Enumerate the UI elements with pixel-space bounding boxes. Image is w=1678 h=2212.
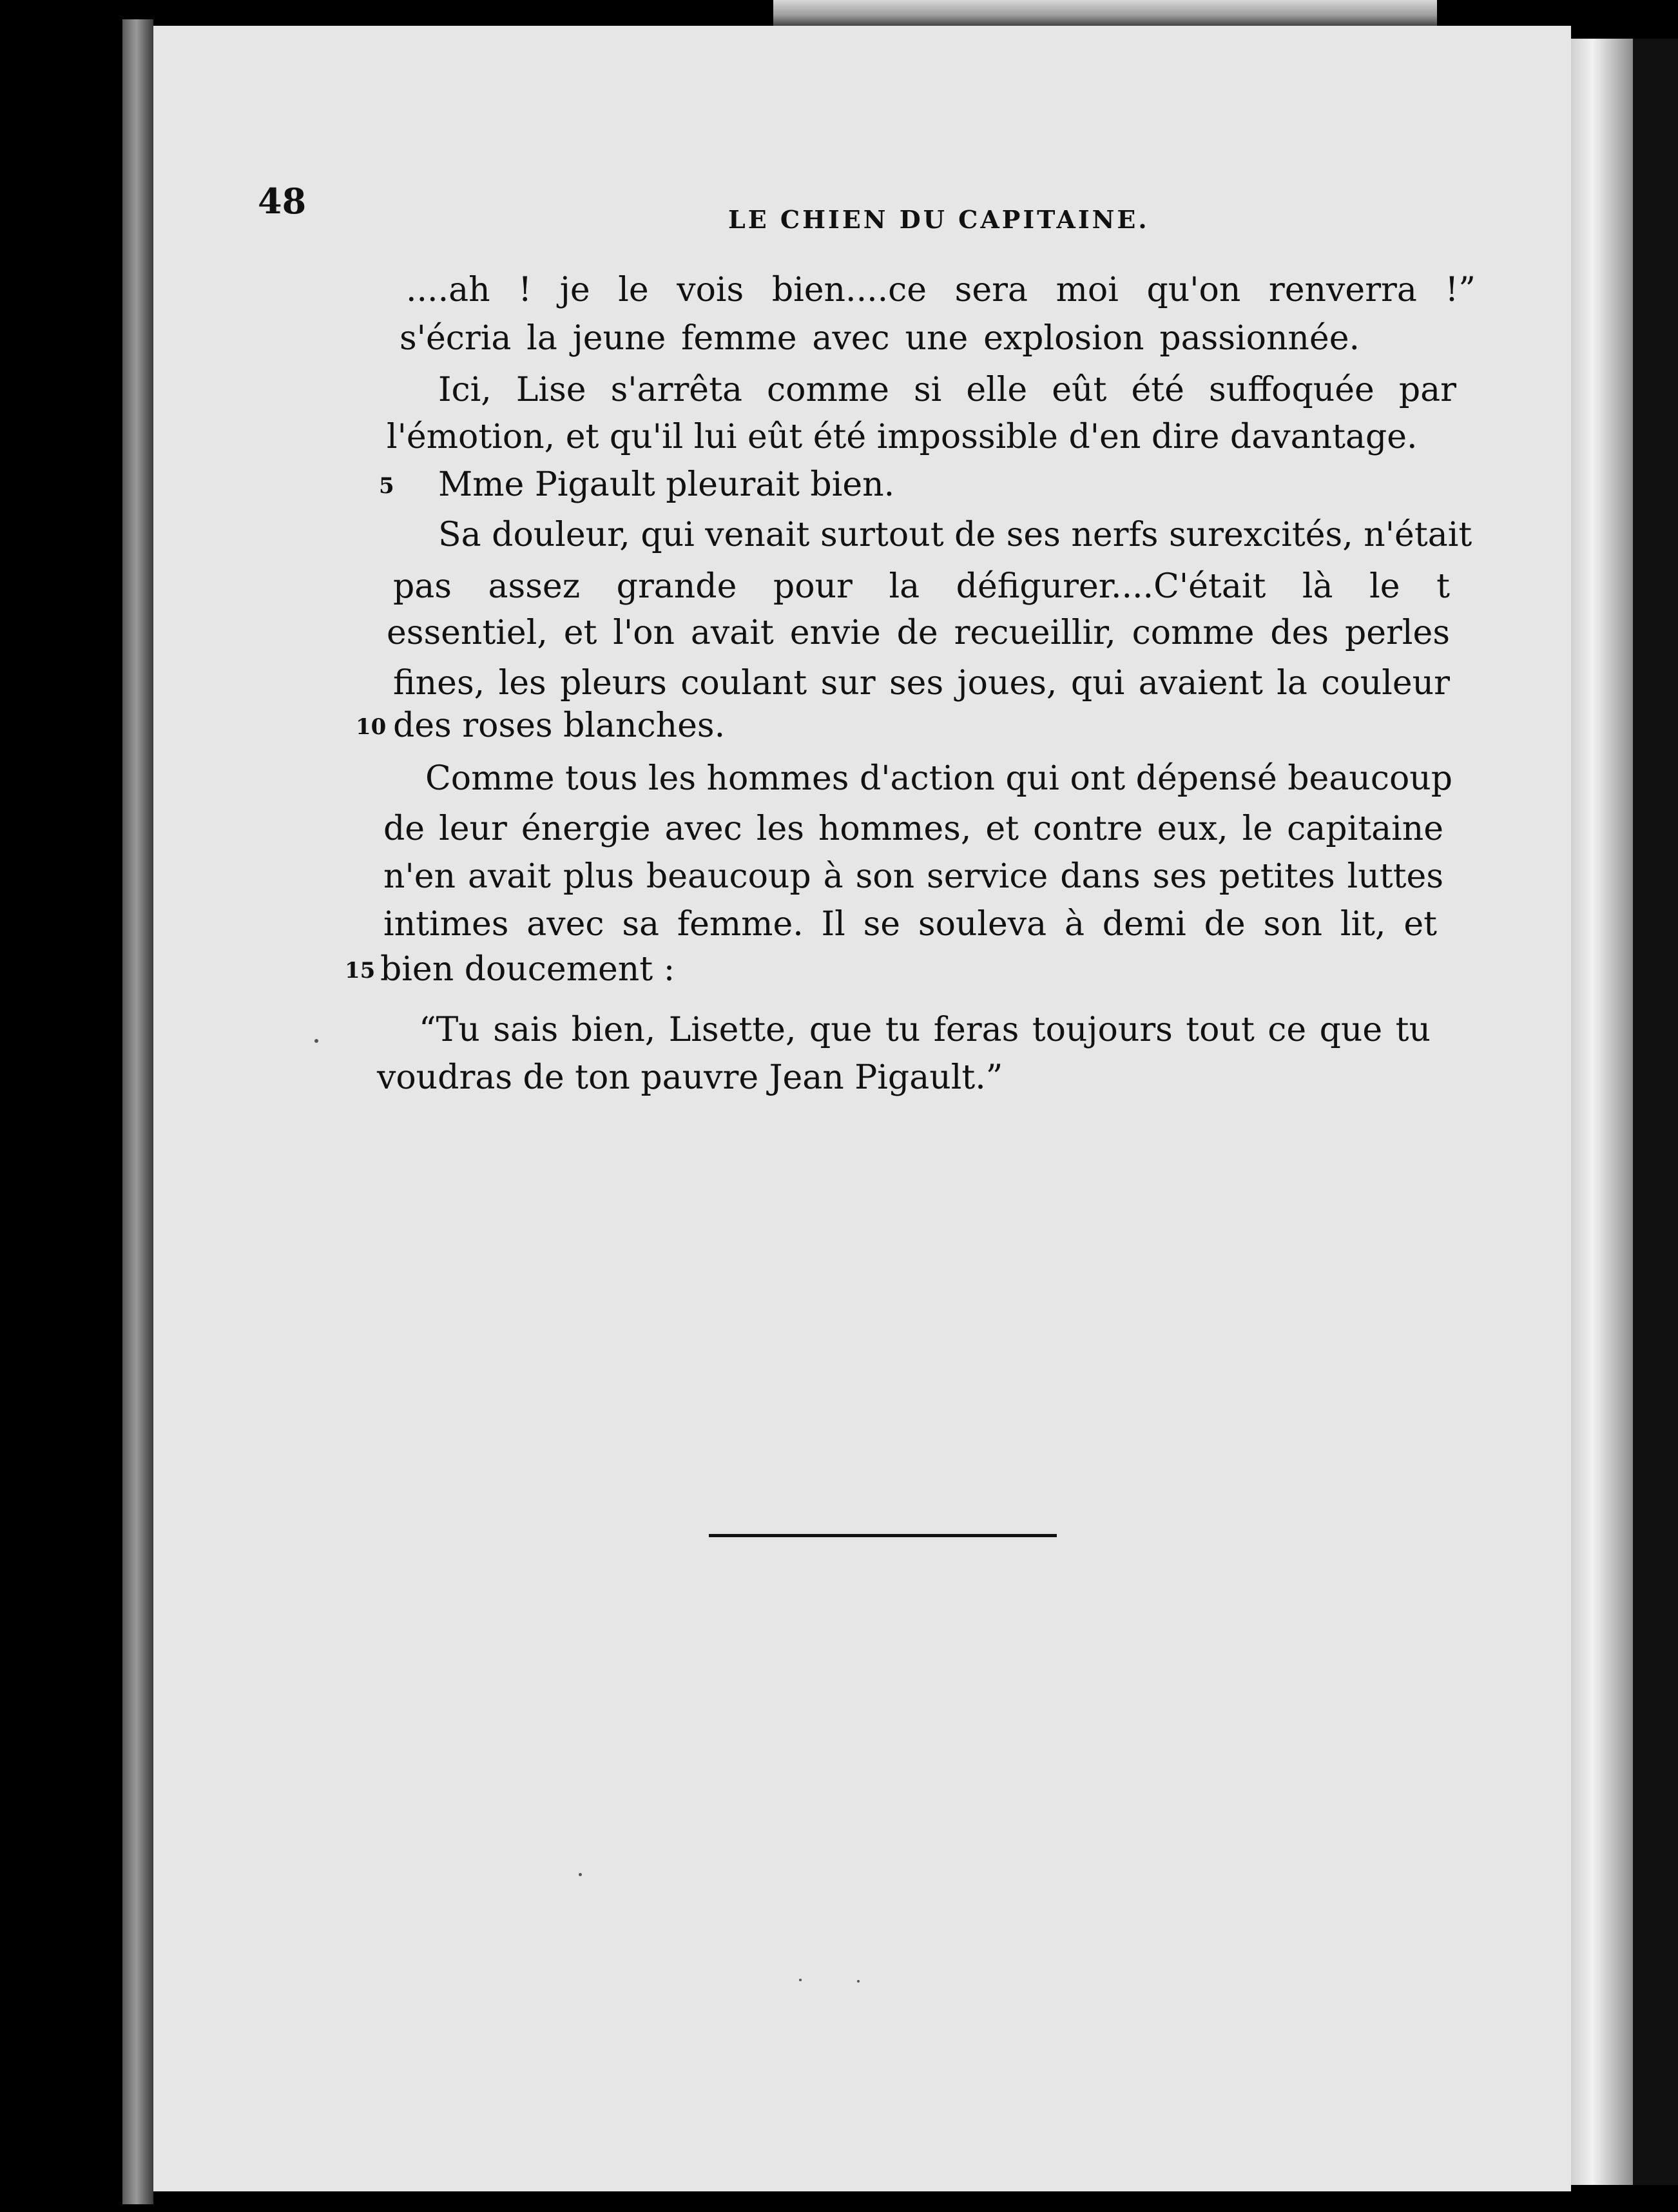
text-line-6: Sa douleur, qui venait surtout de ses nerfs surexcités, n'était [438,516,1472,554]
text-line-11: Comme tous les hommes d'action qui ont dépensé beaucoup [425,759,1453,798]
line-number-10: 10 [356,714,387,740]
text-line-16: “Tu sais bien, Lisette, que tu feras toujours tout ce que tu [419,1011,1431,1049]
text-line-12: de leur énergie avec les hommes, et contre eux, le capitaine [383,810,1443,848]
text-line-7: pas assez grande pour la défigurer....C'était là le t [393,567,1450,606]
text-line-2: s'écria la jeune femme avec une explosion passionnée. [400,319,1360,358]
text-line-15: bien doucement : [380,950,675,989]
scan-speck [579,1873,582,1876]
line-number-15: 15 [345,958,376,984]
text-line-8: essentiel, et l'on avait envie de recueillir, comme des perles [387,614,1450,652]
text-line-13: n'en avait plus beaucoup à son service dans ses petites luttes [383,857,1443,896]
text-line-1: ....ah ! je le vois bien....ce sera moi qu'on renverra !” [406,271,1476,309]
text-line-5: Mme Pigault pleurait bien. [438,465,895,504]
text-line-9: fines, les pleurs coulant sur ses joues, qui avaient la couleur [393,664,1450,703]
binding-edge [122,19,153,2204]
text-line-4: l'émotion, et qu'il lui eût été impossible d'en dire davantage. [387,418,1418,456]
text-line-14: intimes avec sa femme. Il se souleva à demi de son lit, et [383,905,1437,944]
top-clip-strip [773,0,1437,26]
scan-speck [314,1039,318,1043]
scan-speck [799,1979,802,1981]
running-head: LE CHIEN DU CAPITAINE. [728,205,1150,234]
page-number: 48 [258,180,307,222]
text-line-17: voudras de ton pauvre Jean Pigault.” [377,1058,1003,1097]
line-number-5: 5 [379,473,394,499]
text-line-3: Ici, Lise s'arrêta comme si elle eût été suffoquée par [438,371,1456,409]
section-end-rule [709,1534,1057,1537]
page-edge-right [1571,39,1633,2185]
scan-speck [857,1980,860,1983]
scan-border-right [1633,39,1678,2185]
text-line-10: des roses blanches. [393,706,726,745]
